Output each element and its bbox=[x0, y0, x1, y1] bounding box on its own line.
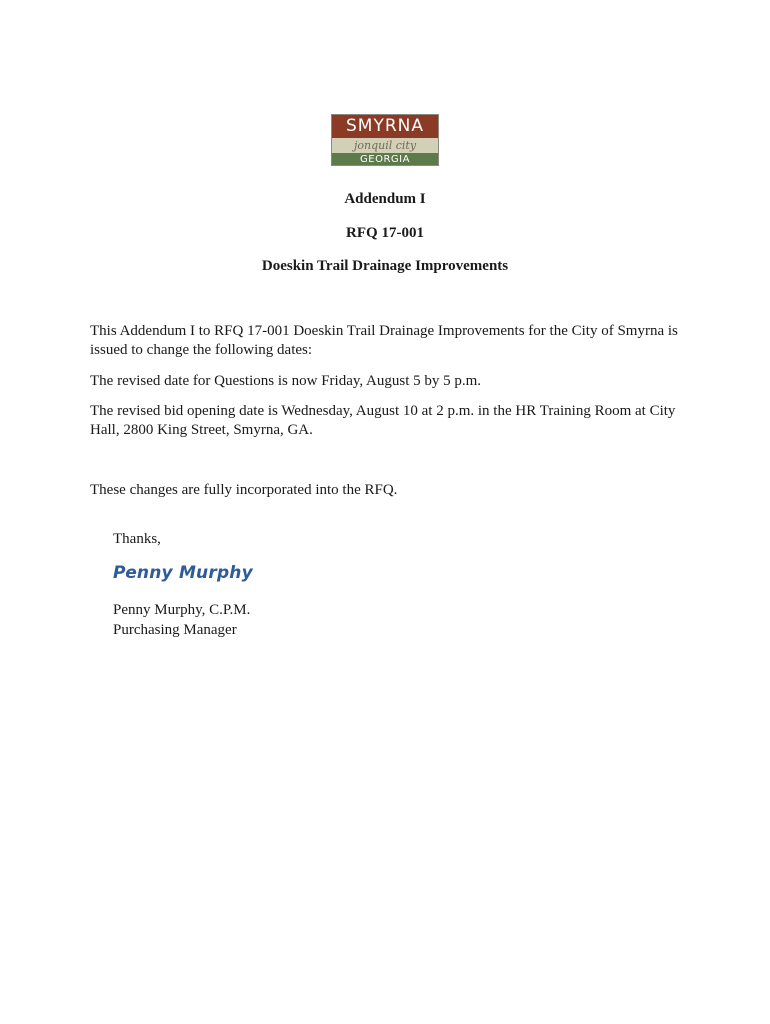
city-logo bbox=[331, 114, 439, 166]
signer-position: Purchasing Manager bbox=[113, 622, 237, 638]
logo-state: GEORGIA bbox=[332, 153, 438, 166]
rfq-heading: RFQ 17-001 bbox=[346, 225, 424, 241]
handwritten-signature: Penny Murphy bbox=[113, 563, 253, 583]
project-heading: Doeskin Trail Drainage Improvements bbox=[261, 258, 509, 274]
questions-date-paragraph: The revised date for Questions is now Friday, August 5 by 5 p.m. bbox=[90, 373, 482, 389]
addendum-heading: Addendum I bbox=[344, 191, 426, 207]
incorporated-paragraph: These changes are fully incorporated into the RFQ. bbox=[90, 482, 398, 498]
logo-tagline: jonquil city bbox=[332, 138, 438, 153]
signer-name: Penny Murphy, C.P.M. bbox=[113, 602, 251, 618]
intro-paragraph: This Addendum I to RFQ 17-001 Doeskin Trail Drainage Improvements for the City of Smyrna is issued to change the following dates: bbox=[90, 323, 678, 358]
logo-city-name: SMYRNA bbox=[332, 115, 438, 138]
bid-opening-paragraph: The revised bid opening date is Wednesday, August 10 at 2 p.m. in the HR Training Room at City Hall, 2800 King Street, Smyrna, GA. bbox=[90, 403, 676, 438]
closing-thanks: Thanks, bbox=[113, 531, 161, 547]
